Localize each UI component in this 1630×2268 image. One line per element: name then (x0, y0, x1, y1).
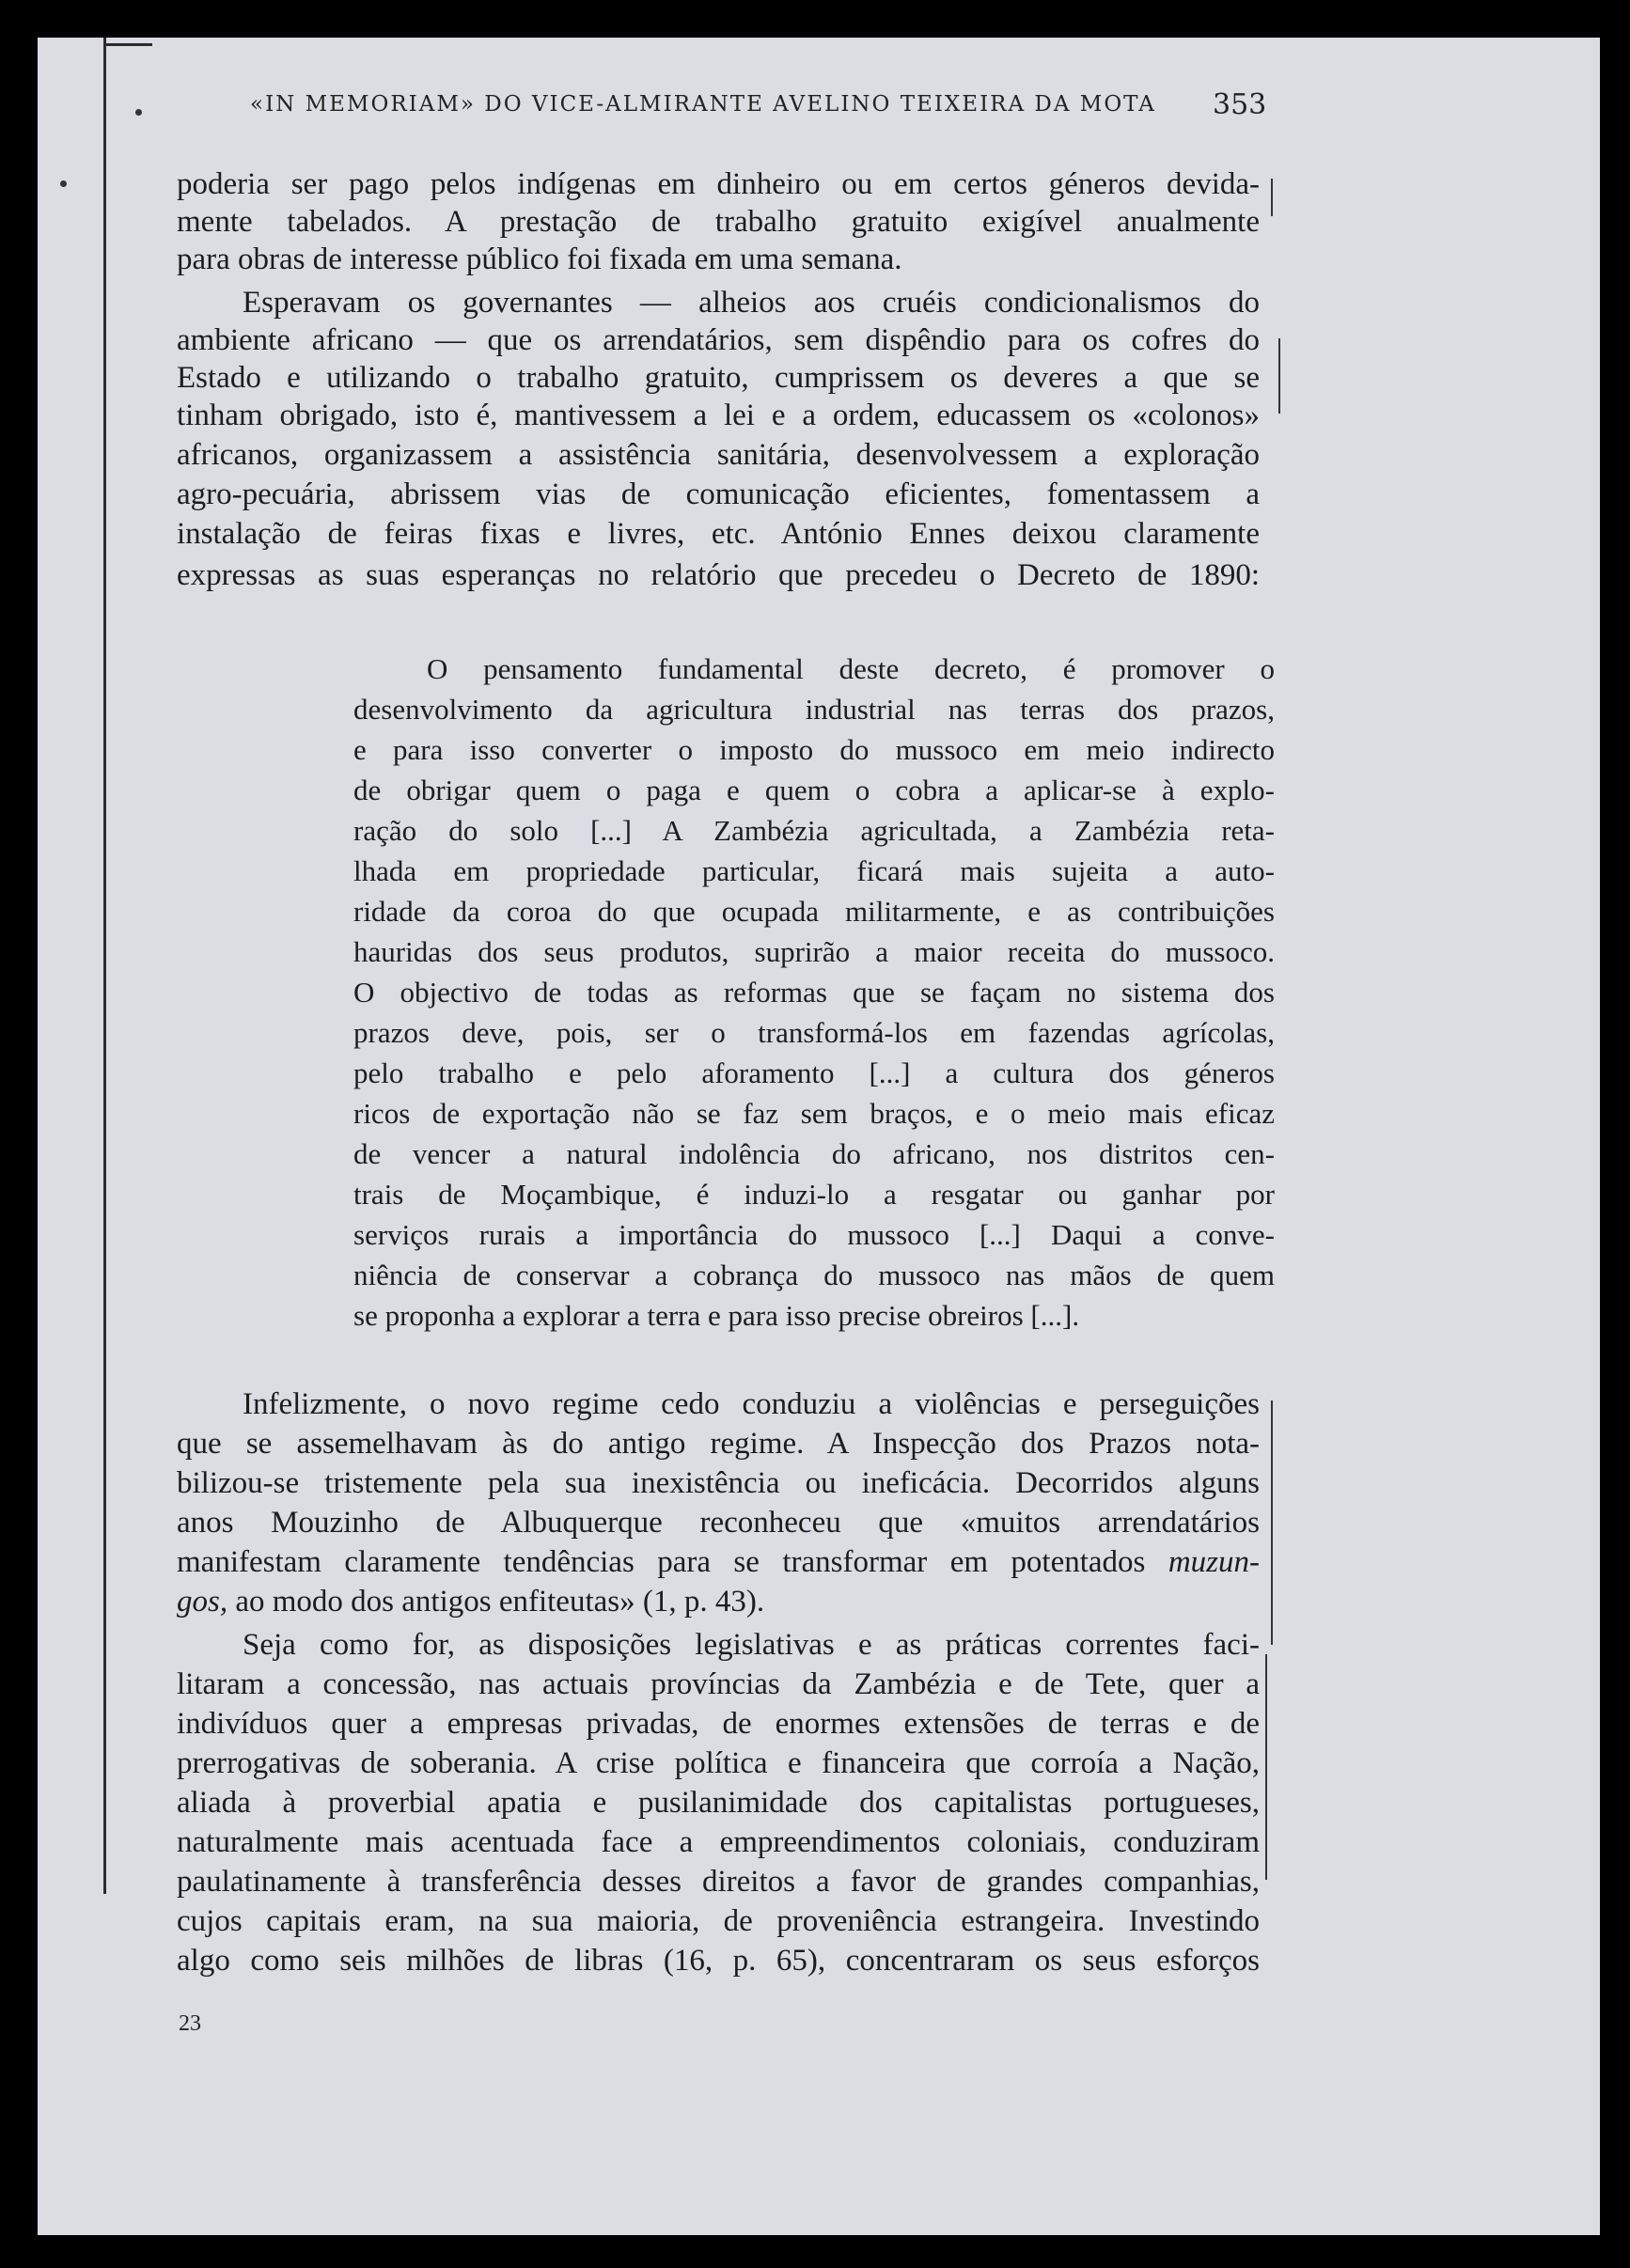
text-line: expressas as suas esperanças no relatório que precedeu o Decreto de 1890: (177, 558, 1260, 592)
text-line: poderia ser pago pelos indígenas em dinheiro ou em certos géneros devida- (177, 167, 1260, 201)
page-number: 353 (1213, 88, 1267, 121)
margin-mark (1278, 338, 1280, 414)
quote-line: serviços rurais a importância do mussoco [...] Daqui a conve- (353, 1218, 1275, 1251)
quote-line: ricos de exportação não se faz sem braços, e o meio mais eficaz (353, 1097, 1275, 1130)
bullet-mark (60, 180, 67, 187)
text-line: anos Mouzinho de Albuquerque reconheceu que «muitos arrendatários (177, 1506, 1260, 1540)
text-line (177, 1543, 1260, 1581)
quote-line: lhada em propriedade particular, ficará mais sujeita a auto- (353, 854, 1275, 887)
text-line: prerrogativas de soberania. A crise política e financeira que corroía a Nação, (177, 1746, 1260, 1780)
margin-mark (1265, 1654, 1267, 1880)
text-line: tinham obrigado, isto é, mantivessem a lei e a ordem, educassem os «colonos» (177, 399, 1260, 432)
text-line: Seja como for, as disposições legislativas e as práticas correntes faci- (243, 1628, 1260, 1662)
quote-line: O objectivo de todas as reformas que se façam no sistema dos (353, 976, 1275, 1009)
text-line: bilizou-se tristemente pela sua inexistência ou ineficácia. Decorridos alguns (177, 1466, 1260, 1500)
text-line: instalação de feiras fixas e livres, etc. António Ennes deixou claramente (177, 517, 1260, 551)
quote-line: pelo trabalho e pelo aforamento [...] a cultura dos géneros (353, 1056, 1275, 1089)
margin-mark (1271, 1400, 1273, 1645)
text-line: Esperavam os governantes — alheios aos cruéis condicionalismos do (243, 286, 1260, 320)
text-span: ao modo dos antigos enfiteutas» (1, p. 43). (227, 1585, 765, 1619)
text-line: para obras de interesse público foi fixada em uma semana. (177, 242, 902, 276)
italic-term: muzun- (1168, 1545, 1260, 1579)
text-line (177, 1583, 1260, 1620)
quote-line: prazos deve, pois, ser o transformá-los em fazendas agrícolas, (353, 1016, 1275, 1049)
quote-line: niência de conservar a cobrança do mussoco nas mãos de quem (353, 1259, 1275, 1291)
text-line: agro-pecuária, abrissem vias de comunicação eficientes, fomentassem a (177, 477, 1260, 511)
quote-line: hauridas dos seus produtos, suprirão a maior receita do mussoco. (353, 935, 1275, 968)
text-line: Estado e utilizando o trabalho gratuito, cumprissem os deveres a que se (177, 361, 1260, 395)
text-line: ambiente africano — que os arrendatários, sem dispêndio para os cofres do (177, 323, 1260, 357)
margin-mark (1271, 179, 1273, 216)
text-line: Infelizmente, o novo regime cedo conduziu a violências e perseguições (243, 1387, 1260, 1421)
quote-line: trais de Moçambique, é induzi-lo a resgatar ou ganhar por (353, 1178, 1275, 1211)
quote-line: ração do solo [...] A Zambézia agricultada, a Zambézia reta- (353, 814, 1275, 847)
text-line: aliada à proverbial apatia e pusilanimidade dos capitalistas portugueses, (177, 1786, 1260, 1820)
quote-line: desenvolvimento da agricultura industrial nas terras dos prazos, (353, 693, 1275, 726)
running-head: «IN MEMORIAM» DO VICE-ALMIRANTE AVELINO TEIXEIRA DA MOTA (250, 92, 1156, 117)
scanned-page (38, 38, 1600, 2235)
text-span: manifestam claramente tendências para se transformar em potentados (177, 1545, 1168, 1579)
text-line: paulatinamente à transferência desses direitos a favor de grandes companhias, (177, 1865, 1260, 1899)
page-corner-mark (103, 43, 152, 46)
quote-line: ridade da coroa do que ocupada militarmente, e as contribuições (353, 895, 1275, 928)
quote-line: de obrigar quem o paga e quem o cobra a aplicar-se à explo- (353, 774, 1275, 806)
bullet-mark (135, 109, 142, 116)
text-line: litaram a concessão, nas actuais províncias da Zambézia e de Tete, quer a (177, 1667, 1260, 1701)
quote-line: e para isso converter o imposto do mussoco em meio indirecto (353, 733, 1275, 766)
page-edge-line (103, 38, 106, 1894)
text-line: mente tabelados. A prestação de trabalho gratuito exigível anualmente (177, 205, 1260, 239)
text-line: cujos capitais eram, na sua maioria, de proveniência estrangeira. Investindo (177, 1904, 1260, 1938)
italic-term: gos, (177, 1585, 228, 1619)
signature-mark: 23 (179, 2011, 201, 2036)
quote-line: O pensamento fundamental deste decreto, é promover o (427, 652, 1275, 685)
text-line: africanos, organizassem a assistência sanitária, desenvolvessem a exploração (177, 438, 1260, 472)
text-line: algo como seis milhões de libras (16, p. 65), concentraram os seus esforços (177, 1944, 1260, 1978)
text-line: que se assemelhavam às do antigo regime. A Inspecção dos Prazos nota- (177, 1427, 1260, 1461)
quote-line: se proponha a explorar a terra e para isso precise obreiros [...]. (353, 1299, 1080, 1332)
text-line: indivíduos quer a empresas privadas, de enormes extensões de terras e de (177, 1707, 1260, 1741)
text-line: naturalmente mais acentuada face a empreendimentos coloniais, conduziram (177, 1825, 1260, 1859)
quote-line: de vencer a natural indolência do africano, nos distritos cen- (353, 1137, 1275, 1170)
